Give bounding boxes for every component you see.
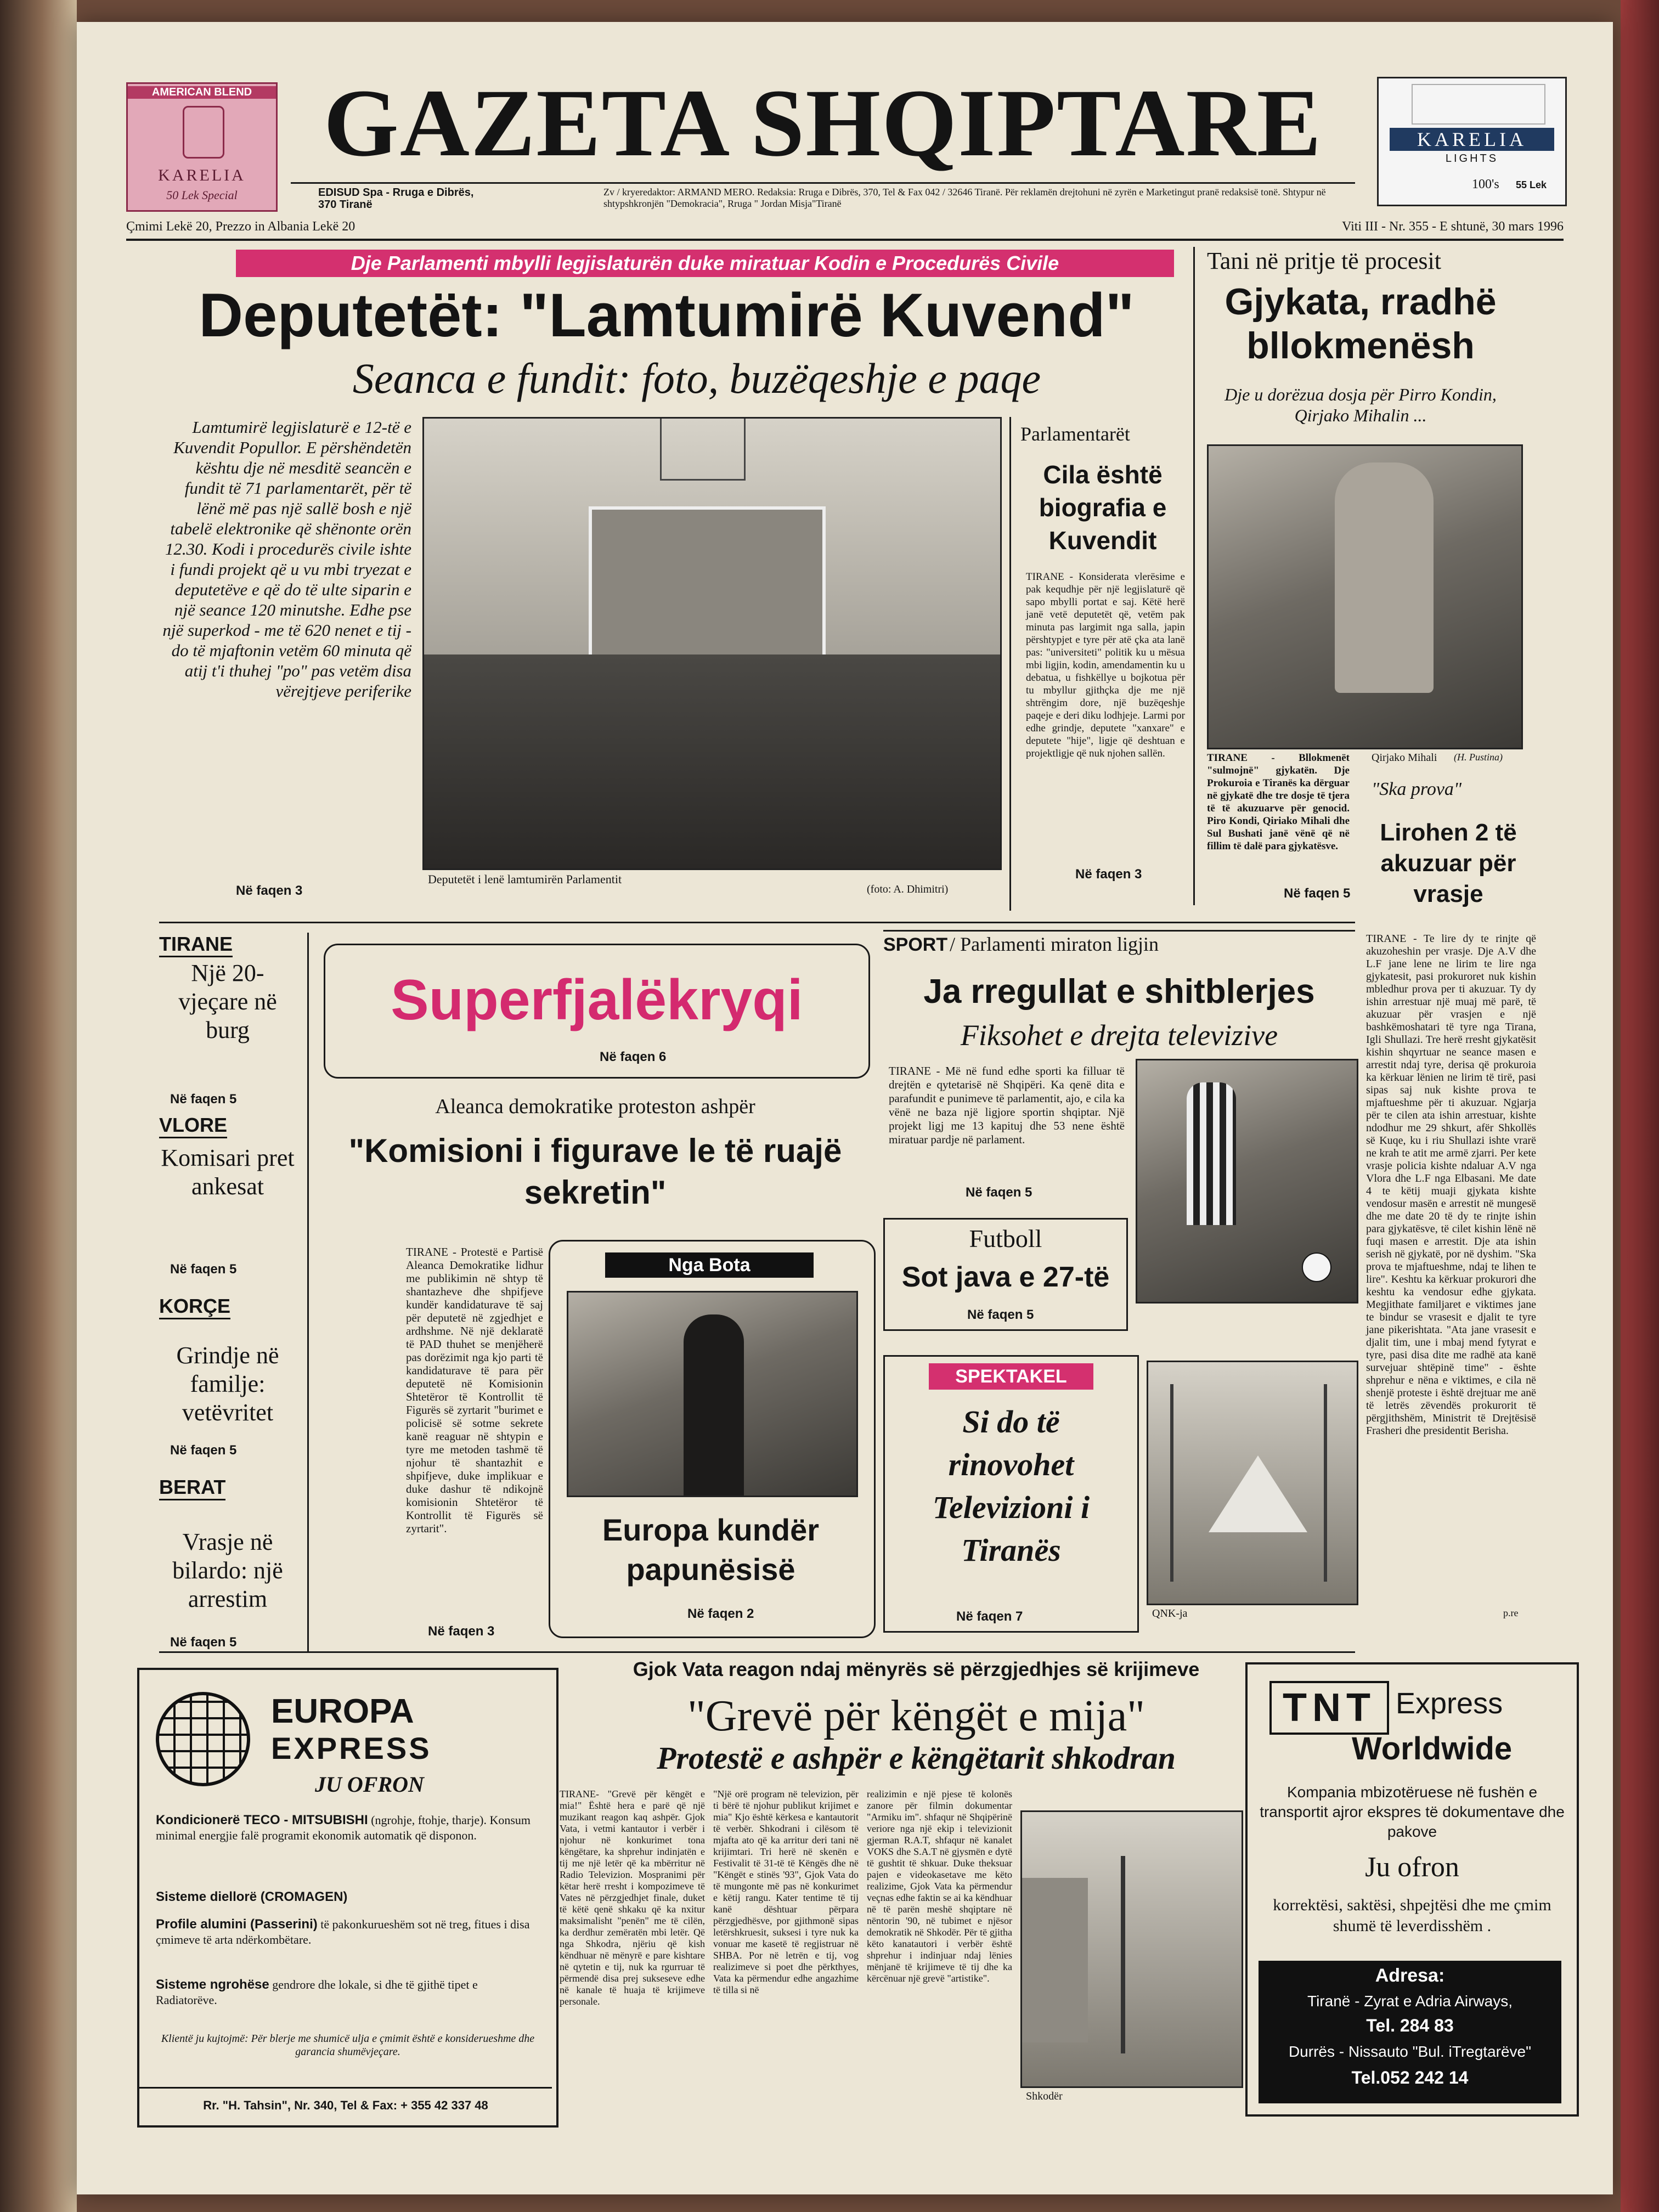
masthead-title: GAZETA SHQIPTARE <box>323 70 1323 177</box>
football-photo <box>1136 1059 1358 1304</box>
commission-text: TIRANE - Protestë e Partisë Aleanca Demokratike lidhur me publikimin në shtyp të shantazheve dhe shpifjeve kundër kandidaturave të saj për deputetë në zgjedhjet e ardhshme. Në një deklaratë të PAD thuhet se menjëherë pas dorëzimit nga kjo parti të kandidaturave të para për deputetë në Komisionin Shtetëror të Kontrollit të Figurës së zyrtarit "burimet e policisë së sotme sekrete kanë reaguar në shtypin e tyre me metoden tashmë të njohur të shantazhit e shpifjeve, duke implikuar e duke dashur të ndikojnë komisionin Shtetëror të Kontrollit të Figurës së zyrtarit". <box>406 1245 543 1535</box>
crowd-group <box>424 654 1000 868</box>
ball-icon <box>1302 1252 1331 1282</box>
trial-headline: Gjykata, rradhë bllokmenësh <box>1224 281 1497 366</box>
item-desc: gendrore dhe lokale, si dhe të gjithë tipet e Radiatorëve. <box>156 1978 478 2007</box>
brief-city: BERAT <box>159 1476 225 1500</box>
songs-column-1: TIRANE- "Grevë për këngët e mia!" Është hera e parë që një muzikant reagon kaq ashpër. Gjok Vata, i vetmi kantautor i verbër i njohur në konkurimet tona këngëtare, ka shprehur indinjatën e tij me një letër që ka mbërritur në Radio Televizion. Mospranimi për këtar herë rresht i kompozimeve të Vates në përzgjedhjet finale, duket të këtë qenë shkaku që ka nxitur maksimalisht "penën" me të cilën, ka derdhur zemëratën mbi letër. Që nga Shkodra, njëriu që kish këndhuar në mënyrë e pare kishtare në qytetin e tij, nuk ka rgurruar të përmendë disa prej sukseseve edhe në kanale të huaja të krijimeve personale. <box>560 1788 705 2007</box>
trial-text: TIRANE - Bllokmenët "sulmojnë" gjykatën. Dje Prokuroia e Tiranës ka dërguar në gjykatë dhe tre dosje të tjera të të akuzuarve për genocid. Piro Kondi, Qiriako Mihali dhe Sul Bushati janë vënë që në fillim të dalë para gjykatësve. <box>1207 752 1350 852</box>
karelia-ad-left <box>126 82 278 212</box>
brief-title: Një 20-vjeçare në burg <box>178 960 277 1043</box>
brief-title: Grindje në familje: vetëvritet <box>176 1342 279 1426</box>
brief-vlore[interactable] <box>159 1114 296 1278</box>
pyramid-shape <box>1209 1455 1307 1532</box>
binder-cover-edge <box>1621 0 1659 2212</box>
tnt-offer: Ju ofron <box>1365 1852 1459 1883</box>
brief-korce[interactable] <box>159 1295 296 1459</box>
sport-headline: Ja rregullat e shitblerjes <box>923 973 1315 1011</box>
songs-headline: "Grevë për këngët e mija" <box>687 1692 1145 1740</box>
tree-figure <box>1324 1384 1327 1582</box>
brief-see-page: Në faqen 5 <box>170 1635 237 1650</box>
songs-kicker: Gjok Vata reagon ndaj mënyrës së përzgjedhjes së krijimeve <box>633 1658 1200 1680</box>
parliament-kicker: Parlamentarët <box>1020 423 1130 445</box>
europa-express-ad[interactable] <box>137 1668 558 2128</box>
tnt-address-2: Durrës - Nissauto "Bul. iTregtarëve" <box>1288 2043 1532 2060</box>
header-rule <box>126 239 1564 241</box>
tnt-benefits: korrektësi, saktësi, shpejtësi dhe me çmim shumë të leverdisshëm . <box>1273 1896 1551 1935</box>
column-rule-briefs <box>307 933 309 1651</box>
trial-caption: Qirjako Mihali <box>1372 752 1437 764</box>
commission-headline: "Komisioni i figurave le të ruajë sekretin" <box>348 1132 842 1211</box>
price-line: Çmimi Lekë 20, Prezzo in Albania Lekë 20 <box>126 219 356 234</box>
sport-sublabel: / Parlamenti miraton ligjin <box>950 933 1159 955</box>
crossword-title: Superfjalëkryqi <box>391 968 803 1032</box>
tnt-logo: TNT <box>1269 1681 1389 1735</box>
brief-see-page: Në faqen 5 <box>170 1092 237 1107</box>
crossword-see-page: Në faqen 6 <box>600 1049 667 1064</box>
crest-icon <box>660 419 746 481</box>
sport-subhead: Fiksohet e drejta televizive <box>960 1019 1278 1052</box>
stamp-mark <box>1412 84 1545 125</box>
building-row <box>1022 1878 1088 2042</box>
trial-subhead: Dje u dorëzua dosja për Pirro Kondin, Qirjako Mihalin ... <box>1224 385 1497 425</box>
europa-item-3 <box>156 1917 540 1948</box>
trial-credit: (H. Pustina) <box>1454 752 1503 763</box>
brief-title: Komisari pret ankesat <box>161 1144 295 1200</box>
parliament-headline: Cila është biografia e Kuvendit <box>1039 460 1167 555</box>
binder-spine <box>0 0 77 2212</box>
brief-see-page: Në faqen 5 <box>170 1262 237 1277</box>
item-desc: të pakonkurueshëm sot në treg, fitues i disa çmimeve të arta ndërkombëtare. <box>156 1917 530 1946</box>
ad-right-count: 100's <box>1472 177 1499 191</box>
trial-photo <box>1207 444 1523 749</box>
tnt-line1: Express <box>1396 1687 1503 1720</box>
tnt-address-panel <box>1259 1961 1561 2103</box>
songs-caption: Shkodër <box>1026 2090 1063 2102</box>
football-see-page: Në faqen 5 <box>967 1307 1034 1322</box>
world-kicker: Nga Bota <box>605 1252 814 1278</box>
lead-photo-caption: Deputetët i lenë lamtumirën Parlamentit <box>428 872 622 886</box>
trial-kicker: Tani në pritje të procesit <box>1207 247 1441 274</box>
tree-figure <box>1170 1384 1173 1582</box>
tnt-description: Kompania mbizotëruese në fushën e transportit ajror ekspres të dokumentave dhe pakove <box>1260 1784 1565 1840</box>
issue-line: Viti III - Nr. 355 - E shtunë, 30 mars 1996 <box>1342 219 1564 234</box>
spectacle-caption: QNK-ja <box>1152 1607 1188 1620</box>
brief-berat[interactable] <box>159 1476 296 1651</box>
europa-item-4 <box>156 1977 540 2008</box>
world-box[interactable] <box>549 1240 876 1638</box>
crest-icon <box>183 106 224 159</box>
sport-kicker <box>883 933 1355 960</box>
sport-label: SPORT <box>883 934 948 955</box>
crossword-box[interactable] <box>324 944 870 1079</box>
sport-rule <box>883 930 1355 932</box>
brief-title: Vrasje në bilardo: një arrestim <box>172 1528 283 1612</box>
karelia-ad-right <box>1377 77 1567 206</box>
ad-right-brand: KARELIA <box>1390 128 1554 151</box>
spectacle-box[interactable] <box>883 1355 1139 1633</box>
shkoder-photo <box>1020 1810 1243 2088</box>
item-title: Profile alumini (Passerini) <box>156 1917 318 1932</box>
commission-kicker: Aleanca demokratike proteston ashpër <box>435 1095 755 1118</box>
brief-city: KORÇE <box>159 1295 230 1319</box>
lead-headline: Deputetët: "Lamtumirë Kuvend" <box>199 281 1135 349</box>
defendant-figure <box>1335 462 1434 693</box>
ad-right-price: 55 Lek <box>1516 179 1547 190</box>
tnt-address-1: Tiranë - Zyrat e Adria Airways, <box>1307 1993 1513 2010</box>
item-title: Sisteme ngrohëse <box>156 1977 269 1992</box>
lead-photo-credit: (foto: A. Dhimitri) <box>867 883 949 895</box>
pyramid-photo <box>1147 1361 1358 1605</box>
songs-column-3: realizimin e një pjese të kolonës zanore për filmin dokumentar "Armiku im". shfaqur në Shqipërinë veriore nga një ekip i televizionit gjerman R.A.T, shfaqur në kanalet VOKS dhe S.A.T në gjysmën e dytë të gushtit të shkuar. Duke theksuar pajen e videokasetave me këto realizime, Gjok Vata ka përmendur veçnas edhe faktin se ai ka këndhuar në të parën meshë shqiptare në nëntorin '90, në tubimet e njësor demokratik në Shkodër. Për të gjitha këto kanatautori i verbër është shprehur i indinjuar ndaj lënies mënjanë të krijimeve të tij dhe ka kërcënuar një grevë "artistike". <box>867 1788 1012 1984</box>
trial-see-page[interactable]: Në faqen 5 <box>1284 886 1351 901</box>
world-see-page: Në faqen 2 <box>687 1606 754 1621</box>
songs-subhead: Protestë e ashpër e këngëtarit shkodran <box>657 1740 1176 1776</box>
acquit-text: TIRANE - Te lire dy te rinjte që akuzoheshin per vrasje. Dje A.V dhe L.F jane lene ne lirim te lire nga gjykatesit, pasi prokuroret nuk kishin mbledhur prova per ti akuzuar. Ty dy ishin arrestuar një muaj më parë, të akuzuar për vrasjen e një bashkëmoshatari të tyre nga Tirana, Igli Shullazi. Tre herë rresht gjykatësit kishin shqyrtuar ne seance masen e arrestit ndaj tyre, derisa që prokuroia ka kërkuar lënien ne lirim të tirë, pasi sipas saj nuk kishte prova te mjaftueshme për ti akuzuar. Ngjarja për te cilen ata ishin arrestuar, kishte ndodhur me 29 shkurt, afër Shkollës së Kuqe, ku i riu Shullazi ishte vrarë ne krah te atit me armë zjarri. Per kete vrasje policia kishte ndaluar A.V nga Vlora dhe L.F nga Elbasani. Me date 4 te këtij muaji gjykata kishte vendosur masën e arrestit në mungesë dhe me date 20 të dy te rinjte ishin para gjykatësve, të cilet kishin lënë në fuqi masen e arrestit. Dje ata ishin serish në gjykatë, por në dyshim. "Ska prova te mjaftueshme, ndaj te lihen te lire". Keshtu ka kërkuar prokurori dhe keshtu ka vendosur edhe gjykata. Megjithate familjaret e viktimes jane te bindur se vrasesit e djalit te tyre jane pikerishtata. "Ata jane vrasesit e djalit tim, une i mbaj mend fytyrat e tyre, pasi disa dite me radhë ata kanë survejuar shtëpinë time" - ështe shprehur e nëna e viktimes, e cila në shenjë proteste i është drejtuar me anë të letrës zëvendës prokurorit të përgjithshëm, Ministrit të Drejtësisë Frasheri dhe presidentit Berisha. <box>1366 933 1536 1437</box>
brief-city: TIRANE <box>159 933 233 957</box>
europa-item-2 <box>156 1889 540 1905</box>
lead-see-page[interactable]: Në faqen 3 <box>236 883 303 898</box>
spectacle-kicker: SPEKTAKEL <box>929 1363 1093 1390</box>
globe-icon <box>156 1692 250 1786</box>
publisher-line: EDISUD Spa - Rruga e Dibrës, 370 Tiranë <box>318 187 474 211</box>
world-photo <box>567 1291 858 1497</box>
parliament-photo <box>422 417 1002 870</box>
sport-see-page[interactable]: Në faqen 5 <box>966 1185 1032 1200</box>
commission-see-page[interactable]: Në faqen 3 <box>428 1624 495 1639</box>
player-figure <box>1187 1082 1236 1225</box>
brief-tirane[interactable] <box>159 933 296 1107</box>
column-rule-right <box>1193 247 1195 905</box>
europa-note: Klientë ju kujtojmë: Për blerje me shumicë ulja e çmimit është e konsiderueshme dhe garancia shumëvjeçare. <box>161 2033 535 2058</box>
acquit-signature: p.re <box>1503 1607 1519 1618</box>
ad-left-brand: KARELIA <box>158 166 246 184</box>
brief-city: VLORE <box>159 1114 227 1138</box>
tnt-tel-2: Tel.052 242 14 <box>1351 2068 1469 2087</box>
world-headline: Europa kundër papunësisë <box>602 1513 820 1587</box>
tnt-line2: Worldwide <box>1352 1731 1513 1767</box>
ad-left-price: 50 Lek Special <box>166 188 238 202</box>
football-kicker: Futboll <box>969 1224 1042 1252</box>
europa-address: Rr. "H. Tahsin", Nr. 340, Tel & Fax: + 355 42 337 48 <box>139 2087 552 2123</box>
newspaper-page <box>77 22 1613 2194</box>
street-lamp <box>1121 1856 1125 2053</box>
ad-right-sub: LIGHTS <box>1445 153 1499 165</box>
bottom-section-rule <box>159 1651 1355 1653</box>
parliament-text: TIRANE - Konsiderata vlerësime e pak kequdhje për një legjislaturë që sapo mbylli portat e saj. Këtë herë janë vetë deputetët që, vetëm pak minuta pas largimit nga salla, japin përshtypjet e tyre për atë çka ata lanë pas: "universiteti" politik ku u mësua mbi ligjin, kodin, amendamentin ku u debatua, u fishkëllye u bojkotua për tu mbyllur gjithçka dje me një shtrëngim dore, një buzëqeshje paqeje e deri diku lodhjeje. Larmi por edhe grindje, deputete "xanxare" e deputete "hije", ligje që deshtuan e projektligje që nuk njohen sallën. <box>1026 571 1185 759</box>
acquit-headline: Lirohen 2 të akuzuar për vrasje <box>1380 819 1517 907</box>
tnt-tel-1: Tel. 284 83 <box>1366 2016 1454 2035</box>
songs-column-2: "Një orë program në televizion, për ti bërë të njohur publikut krijimet e mia" Kjo është kërkesa e kantautorit të verbër. Shkodrani i cilësom të mjafta ato që ka arritur deri tani në krijimtari. Tri herë në skenën e Festivalit të 31-të të Këngës dhe në "Këngët e stinës '93", Gjok Vata do të mungonte më pas në konkurimet e këtij rangu. Kater tentime të tij kanë dështuar përpara përzgjedhësve, por gjithmonë sipas letërshkruesit, suksesi i tyre nuk ka vonuar me kasetë të regjistruar në SHBA. Por në letrën e tij, vog realizimeve si poet dhe përkthyes, Vata ka përmendur edhe angazhime të tilla si në <box>713 1788 859 1995</box>
item-title: Kondicionerë TECO - MITSUBISHI <box>156 1813 368 1827</box>
sport-text: TIRANE - Më në fund edhe sporti ka filluar të drejtën e qytetarisë në Shqipëri. Ka qenë dita e parafundit e punimeve të parlamentit, ajo, e cila ka vënë ne baza një ligjore sportin shqiptar. Një projekt ligj me 13 kapituj dhe 53 nene është miratuar pardje në parlament. <box>889 1064 1125 1146</box>
football-headline: Sot java e 27-të <box>901 1261 1110 1293</box>
tnt-express-ad[interactable] <box>1245 1662 1579 2117</box>
lead-text: Lamtumirë legjislaturë e 12-të e Kuvendit Popullor. E përshëndetën kështu dje në mesditë seancën e fundit të 71 parlamentarët, për të lënë më pas një sallë bosh e një tabelë elektronike që shënonte orën 12.30. Kodi i procedurës civile ishte i fundi projekt që u vu mbi tryezat e deputetëve e që do të ulte siparin e një seance 120 minutshe. Edhe pse një superkod - me të 620 nenet e tij - do të mjaftonin vetëm 60 minuta që atij t'i thuhej "po" pas vetëm disa vërejtjeve periferike <box>162 417 411 701</box>
parliament-see-page[interactable]: Në faqen 3 <box>1075 867 1142 882</box>
express-name: EXPRESS <box>271 1731 432 1765</box>
item-desc: (ngrohje, ftohje, tharje). Konsum minimal energjie falë programit ekonomik automatik që disponon. <box>156 1813 531 1842</box>
masthead-rule <box>291 182 1355 184</box>
item-title: Sisteme diellorë (CROMAGEN) <box>156 1889 348 1904</box>
tnt-address-title: Adresa: <box>1375 1965 1445 1986</box>
europa-item-1 <box>156 1813 540 1843</box>
column-rule-parliament <box>1009 417 1011 911</box>
spectacle-headline: Si do të rinovohet Televizioni i Tiranës <box>932 1404 1090 1568</box>
speaker-figure <box>684 1314 744 1496</box>
lead-kicker: Dje Parlamenti mbylli legjislaturën duke miratuar Kodin e Procedurës Civile <box>236 250 1174 277</box>
section-rule <box>159 922 1355 923</box>
lead-subhead: Seanca e fundit: foto, buzëqeshje e paqe <box>352 354 1041 402</box>
acquit-kicker: "Ska prova" <box>1372 779 1462 799</box>
europa-offer: JU OFRON <box>315 1772 424 1797</box>
europa-name: EUROPA <box>271 1692 414 1730</box>
football-box[interactable] <box>883 1218 1128 1331</box>
brief-see-page: Në faqen 5 <box>170 1443 237 1458</box>
ad-left-tagline: AMERICAN BLEND <box>128 86 276 99</box>
editor-line: Zv / kryeredaktor: ARMAND MERO. Redaksia: Rruga e Dibrës, 370, Tel & Fax 042 / 32646 Tiranë. Për reklamën drejtohuni në zyrën e Marketingut pranë redaksisë tonë. Shtypur në shtypshkronjën "Demokracia", Rruga " Jordan Misja"Tiranë <box>603 187 1326 209</box>
spectacle-see-page: Në faqen 7 <box>956 1609 1023 1624</box>
